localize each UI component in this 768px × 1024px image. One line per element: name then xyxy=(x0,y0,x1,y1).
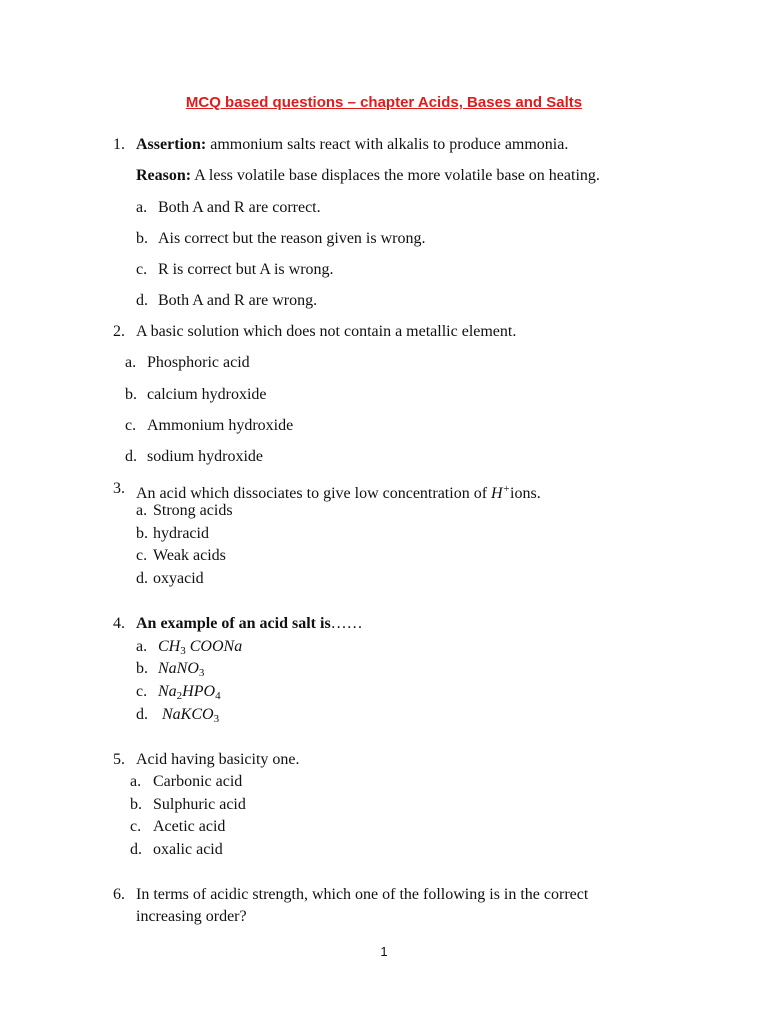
formula-subscript: 4 xyxy=(215,690,221,702)
formula-part: Na xyxy=(158,683,177,700)
question-number: 4. xyxy=(113,615,125,632)
option-text: R is correct but A is wrong. xyxy=(158,261,334,278)
formula-subscript: 2 xyxy=(176,690,183,702)
formula-part: CH xyxy=(158,638,181,655)
option-text: Strong acids xyxy=(153,502,233,519)
formula-part: NaNO xyxy=(158,660,199,677)
option-letter: d. xyxy=(136,292,148,309)
option-text: Sulphuric acid xyxy=(153,796,246,813)
ion-charge: + xyxy=(502,483,511,495)
ion-symbol: H xyxy=(491,485,503,502)
reason-text: A less volatile base displaces the more volatile base on heating. xyxy=(194,167,600,184)
option-text: oxyacid xyxy=(153,570,204,587)
reason-line xyxy=(136,166,600,186)
option-formula xyxy=(162,705,219,729)
page-number: 1 xyxy=(380,944,388,959)
option-letter: d. xyxy=(136,706,148,723)
option-letter: c. xyxy=(130,818,142,835)
option-letter: a. xyxy=(136,638,148,655)
question-text-start: An acid which dissociates to give low concentration of xyxy=(136,485,488,502)
option-letter: a. xyxy=(136,199,148,216)
option-text: Ais correct but the reason given is wrong. xyxy=(158,230,426,247)
option-formula xyxy=(158,659,204,683)
question-text-line-2: increasing order? xyxy=(136,908,247,925)
assertion-line xyxy=(136,135,568,155)
question-text: A basic solution which does not contain a metallic element. xyxy=(136,323,517,340)
option-letter: c. xyxy=(136,261,148,278)
option-letter: a. xyxy=(136,502,148,519)
option-text: calcium hydroxide xyxy=(147,386,267,403)
page-title: MCQ based questions – chapter Acids, Bases and Salts xyxy=(185,94,583,111)
option-letter: c. xyxy=(136,547,148,564)
question-number: 6. xyxy=(113,886,125,903)
formula-subscript: 3 xyxy=(213,713,220,725)
option-letter: b. xyxy=(125,386,137,403)
option-formula xyxy=(158,637,242,661)
question-number: 5. xyxy=(113,751,125,768)
option-letter: d. xyxy=(125,448,137,465)
option-text: Phosphoric acid xyxy=(147,354,250,371)
question-number: 1. xyxy=(113,136,125,153)
hydrogen-ion xyxy=(491,485,510,502)
option-letter: d. xyxy=(136,570,148,587)
option-text: sodium hydroxide xyxy=(147,448,263,465)
assertion-text: ammonium salts react with alkalis to produce ammonia. xyxy=(210,136,569,153)
formula-part: COONa xyxy=(185,638,243,655)
question-text: Acid having basicity one. xyxy=(136,751,300,768)
question-text-end: ions. xyxy=(510,485,541,502)
option-letter: b. xyxy=(136,230,148,247)
option-letter: c. xyxy=(136,683,148,700)
option-letter: d. xyxy=(130,841,142,858)
formula-part: NaKCO xyxy=(162,706,214,723)
option-letter: c. xyxy=(125,417,137,434)
question-text-bold: An example of an acid salt is xyxy=(136,615,331,632)
question-text-line-1: In terms of acidic strength, which one of the following is in the correct xyxy=(136,886,589,903)
option-letter: a. xyxy=(130,773,142,790)
question-number: 3. xyxy=(113,480,125,497)
formula-subscript: 3 xyxy=(198,667,205,679)
option-letter: b. xyxy=(136,525,148,542)
option-letter: b. xyxy=(130,796,142,813)
option-text: Weak acids xyxy=(153,547,226,564)
option-text: Both A and R are correct. xyxy=(158,199,321,216)
option-text: Carbonic acid xyxy=(153,773,243,790)
option-text: Both A and R are wrong. xyxy=(158,292,318,309)
ellipsis: …… xyxy=(330,615,363,632)
reason-label: Reason: xyxy=(136,167,192,184)
option-letter: b. xyxy=(136,660,148,677)
formula-subscript: 3 xyxy=(180,645,186,657)
option-text: Acetic acid xyxy=(153,818,226,835)
assertion-label: Assertion: xyxy=(136,136,207,153)
option-text: Ammonium hydroxide xyxy=(147,417,294,434)
option-letter: a. xyxy=(125,354,137,371)
option-text: hydracid xyxy=(153,525,209,542)
question-number: 2. xyxy=(113,323,125,340)
option-text: oxalic acid xyxy=(153,841,223,858)
option-formula xyxy=(158,682,221,706)
question-text xyxy=(136,614,363,634)
formula-part: HPO xyxy=(182,683,216,700)
